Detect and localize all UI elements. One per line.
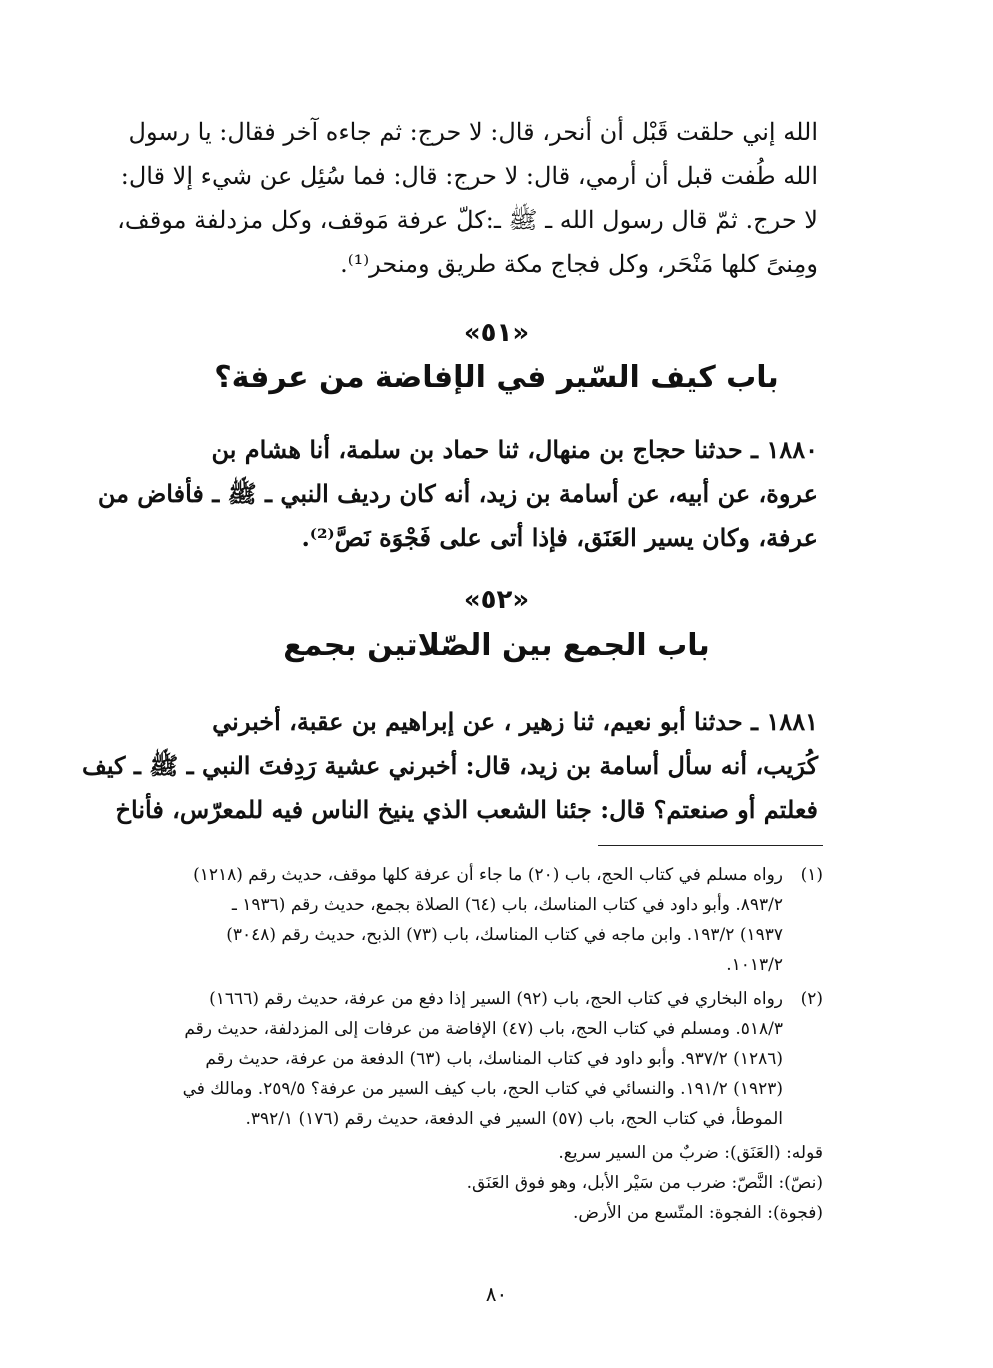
footnote-line: رواه مسلم في كتاب الحج، باب (٢٠) ما جاء أن عرفة كلها موقف، حديث رقم (١٢١٨) — [193, 865, 783, 885]
gloss-line: قوله: (العَنَق): ضربٌ من السير سريع. — [558, 1143, 823, 1163]
footnote-line: ١٩٣٧) ١٩٣/٢. وابن ماجه في كتاب المناسك، باب (٧٣) الذبح، حديث رقم (٣٠٤٨) — [226, 925, 783, 945]
gloss-line: (فجوة): الفجوة: المتّسع من الأرض. — [573, 1203, 823, 1223]
glosses — [133, 1138, 823, 1228]
footnote-mark: (٢) — [800, 989, 823, 1009]
hadith-1881 — [81, 700, 818, 832]
chapter-number-52: «٥٢» — [463, 585, 530, 615]
text-line: ١٨٨١ ـ حدثنا أبو نعيم، ثنا زهير ، عن إبراهيم بن عقبة، أخبرني — [212, 707, 818, 736]
footnote-mark: (١) — [800, 865, 823, 885]
footnote-line: (١٢٨٦) ٩٣٧/٢. وأبو داود في كتاب المناسك، باب (٦٣) الدفعة من عرفة، حديث رقم — [205, 1049, 783, 1069]
text-line: كُرَيب، أنه سأل أسامة بن زيد، قال: أخبرني عشية رَدِفتَ النبي ـ ﷺ ـ كيف — [81, 751, 818, 780]
text-line: الله طُفت قبل أن أرمي، قال: لا حرج: قال: فما سُئِل عن شيء إلا قال: — [120, 162, 818, 190]
text-line: فعلتم أو صنعتم؟ قال: جئنا الشعب الذي ينيخ الناس فيه للمعرّس، فأناخ — [115, 795, 818, 824]
footnote-2 — [133, 984, 823, 1134]
chapter-title-52: باب الجمع بين الصّلاتين بجمع — [283, 628, 710, 663]
footnote-line: (١٩٢٣) ١٩١/٢. والنسائي في كتاب الحج، باب كيف السير من عرفة؟ ٢٥٩/٥. ومالك في — [182, 1079, 783, 1099]
intro-paragraph — [117, 110, 818, 286]
footnote-separator — [598, 845, 823, 846]
text-line: عرفة، وكان يسير العَنَق، فإذا أتى على فَجْوَة نَصَّ⁽²⁾. — [301, 523, 818, 552]
footnotes — [133, 860, 823, 1232]
footnote-line: الموطأ، في كتاب الحج، باب (٥٧) السير في الدفعة، حديث رقم (١٧٦) ٣٩٢/١. — [245, 1109, 783, 1129]
page-number: ٨٠ — [485, 1282, 508, 1306]
footnote-1 — [133, 860, 823, 980]
text-line: الله إني حلقت قَبْل أن أنحر، قال: لا حرج: ثم جاءه آخر فقال: يا رسول — [128, 118, 818, 146]
text-line: عروة، عن أبيه، عن أسامة بن زيد، أنه كان رديف النبي ـ ﷺ ـ فأفاض من — [97, 479, 818, 508]
footnote-line: ١٠١٣/٢. — [726, 955, 783, 975]
footnote-line: ٨٩٣/٢. وأبو داود في كتاب المناسك، باب (٦٤) الصلاة بجمع، حديث رقم (١٩٣٦ ـ — [231, 895, 783, 915]
text-line: ١٨٨٠ ـ حدثنا حجاج بن منهال، ثنا حماد بن سلمة، أنا هشام بن — [211, 435, 818, 464]
hadith-1880 — [97, 428, 818, 560]
chapter-number-51: «٥١» — [463, 318, 530, 348]
footnote-line: ٥١٨/٣. ومسلم في كتاب الحج، باب (٤٧) الإفاضة من عرفات إلى المزدلفة، حديث رقم — [184, 1019, 783, 1039]
chapter-title-51: باب كيف السّير في الإفاضة من عرفة؟ — [214, 360, 779, 395]
text-line: ومِنىً كلها مَنْحَر، وكل فجاج مكة طريق ومنحر⁽¹⁾. — [340, 250, 818, 278]
gloss-line: (نصّ): النَّصّ: ضرب من سَيْر الأبل، وهو فوق العَنَق. — [466, 1173, 823, 1193]
footnote-line: رواه البخاري في كتاب الحج، باب (٩٢) السير إذا دفع من عرفة، حديث رقم (١٦٦٦) — [209, 989, 783, 1009]
text-line: لا حرج. ثمّ قال رسول الله ـ ﷺ ـ:كلّ عرفة مَوقف، وكل مزدلفة موقف، — [117, 206, 818, 234]
